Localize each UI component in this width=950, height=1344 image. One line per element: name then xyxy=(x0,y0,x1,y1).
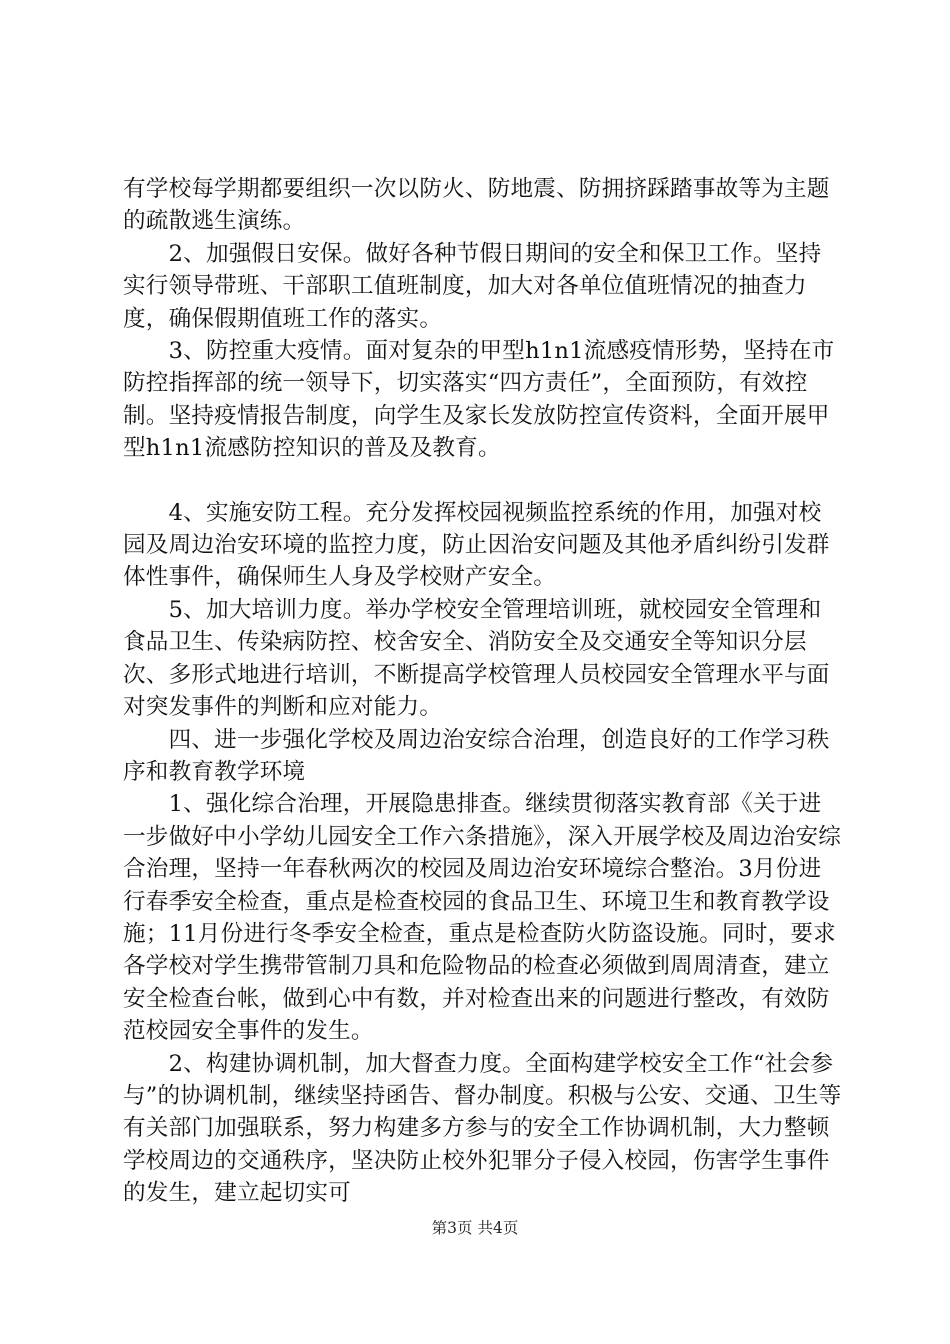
paragraph-security-project: 4、实施安防工程。充分发挥校园视频监控系统的作用，加强对校园及周边治安环境的监控力度，防止因治安问题及其他矛盾纠纷引发群体性事件，确保师生人身及学校财产安全。 xyxy=(123,499,830,591)
paragraph-fire-drill: 有学校每学期都要组织一次以防火、防地震、防拥挤踩踏事故等为主题的疏散逃生演练。 xyxy=(123,176,830,235)
paragraph-epidemic-control: 3、防控重大疫情。面对复杂的甲型h1n1流感疫情形势，坚持在市防控指挥部的统一领导下，切实落实“四方责任”，全面预防，有效控制。坚持疫情报告制度，向学生及家长发放防控宣传资料，全面开展甲型h1n1流感防控知识的普及及教育。 xyxy=(123,338,835,462)
paragraph-holiday-security: 2、加强假日安保。做好各种节假日期间的安全和保卫工作。坚持实行领导带班、干部职工值班制度，加大对各单位值班情况的抽查力度，确保假期值班工作的落实。 xyxy=(123,240,822,332)
section-heading-four: 四、进一步强化学校及周边治安综合治理，创造良好的工作学习秩序和教育教学环境 xyxy=(123,726,830,785)
paragraph-training: 5、加大培训力度。举办学校安全管理培训班，就校园安全管理和食品卫生、传染病防控、校舍安全、消防安全及交通安全等知识分层次、多形式地进行培训，不断提高学校管理人员校园安全管理水平与面对突发事件的判断和应对能力。 xyxy=(123,596,830,721)
paragraph-coordination-mechanism: 2、构建协调机制，加大督查力度。全面构建学校安全工作“社会参与”的协调机制，继续坚持函告、督办制度。积极与公安、交通、卫生等有关部门加强联系，努力构建多方参与的安全工作协调机制，大力整顿学校周边的交通秩序，坚决防止校外犯罪分子侵入校园，伤害学生事件的发生，建立起切实可 xyxy=(123,1050,842,1207)
paragraph-spacer xyxy=(123,465,843,497)
page-footer: 第3页 共4页 xyxy=(431,1219,519,1237)
paragraph-comprehensive-governance: 1、强化综合治理，开展隐患排查。继续贯彻落实教育部《关于进一步做好中小学幼儿园安全工作六条措施》，深入开展学校及周边治安综合治理，坚持一年春秋两次的校园及周边治安环境综合整治。3月份进行春季安全检查，重点是检查校园的食品卫生、环境卫生和教育教学设施；11月份进行冬季安全检查，重点是检查防火防盗设施。同时，要求各学校对学生携带管制刀具和危险物品的检查必须做到周周清查，建立安全检查台帐，做到心中有数，并对检查出来的问题进行整改，有效防范校园安全事件的发生。 xyxy=(123,791,842,1045)
document-body xyxy=(123,173,843,1210)
